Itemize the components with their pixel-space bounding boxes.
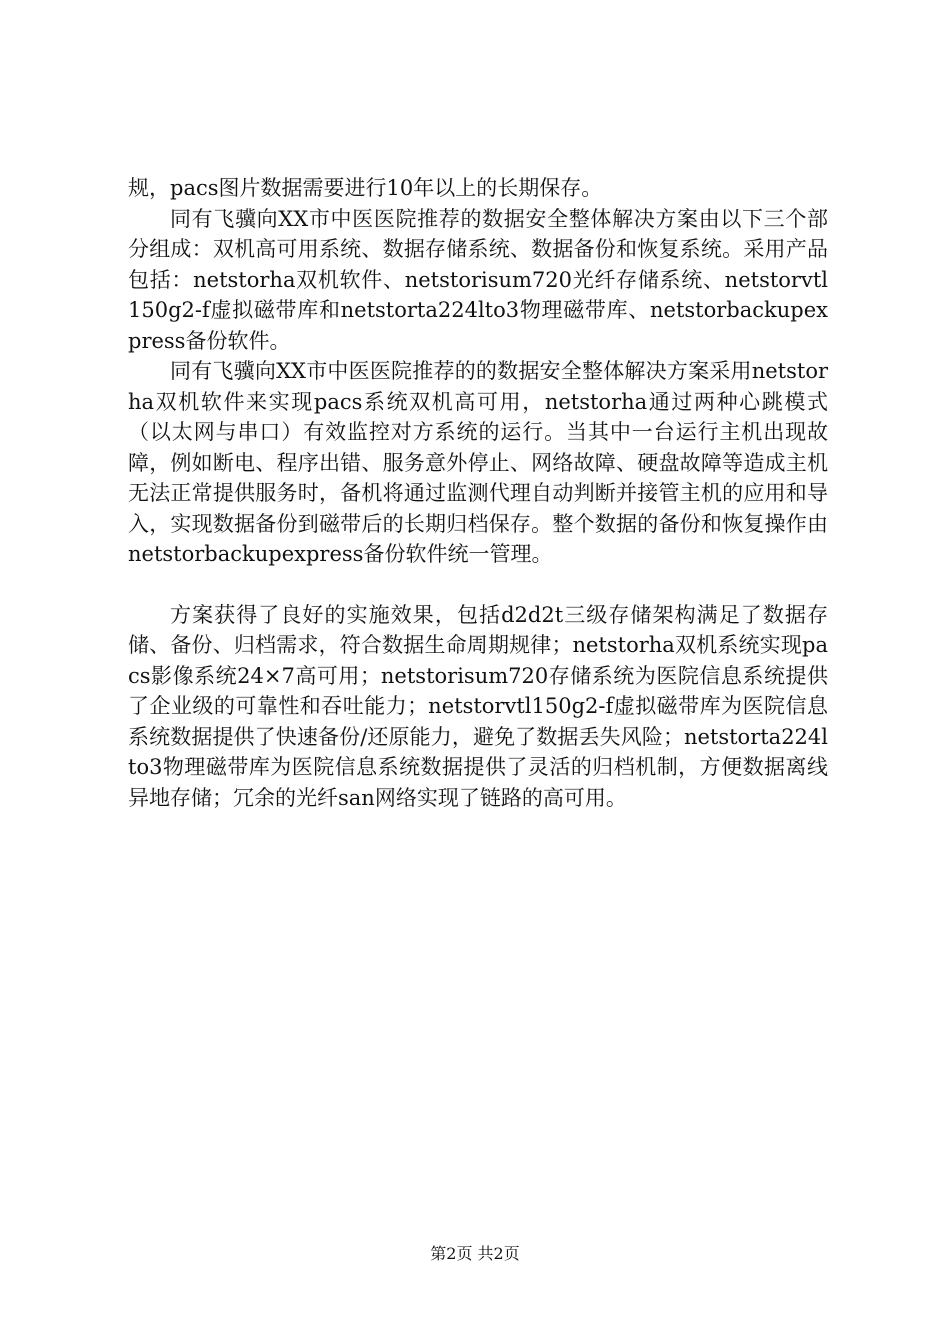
paragraph-implementation-results: 方案获得了良好的实施效果，包括d2d2t三级存储架构满足了数据存储、备份、归档需求，符合数据生命周期规律；netstorha双机系统实现pacs影像系统24×7高可用；netstorisum720存储系统为医院信息系统提供了企业级的可靠性和吞吐能力；netstorvtl150g2-f虚拟磁带库为医院信息系统数据提供了快速备份/还原能力，避免了数据丢失风险；netstorta224lto3物理磁带库为医院信息系统数据提供了灵活的归档机制，方便数据离线异地存储；冗余的光纤san网络实现了链路的高可用。 bbox=[128, 602, 828, 810]
document-body bbox=[128, 173, 828, 813]
page-footer: 第2页 共2页 bbox=[430, 1244, 520, 1263]
paragraph-high-availability: 同有飞骥向XX市中医医院推荐的的数据安全整体解决方案采用netstorha双机软件来实现pacs系统双机高可用，netstorha通过两种心跳模式（以太网与串口）有效监控对方系统的运行。当其中一台运行主机出现故障，例如断电、程序出错、服务意外停止、网络故障、硬盘故障等造成主机无法正常提供服务时，备机将通过监测代理自动判断并接管主机的应用和导入，实现数据备份到磁带后的长期归档保存。整个数据的备份和恢复操作由netstorbackupexpress备份软件统一管理。 bbox=[128, 359, 828, 566]
paragraph-continuation: 规，pacs图片数据需要进行10年以上的长期保存。 bbox=[128, 176, 603, 200]
paragraph-solution-overview: 同有飞骥向XX市中医医院推荐的数据安全整体解决方案由以下三个部分组成：双机高可用系统、数据存储系统、数据备份和恢复系统。采用产品包括：netstorha双机软件、netstorisum720光纤存储系统、netstorvtl150g2-f虚拟磁带库和netstorta224lto3物理磁带库、netstorbackupexpress备份软件。 bbox=[128, 206, 828, 353]
